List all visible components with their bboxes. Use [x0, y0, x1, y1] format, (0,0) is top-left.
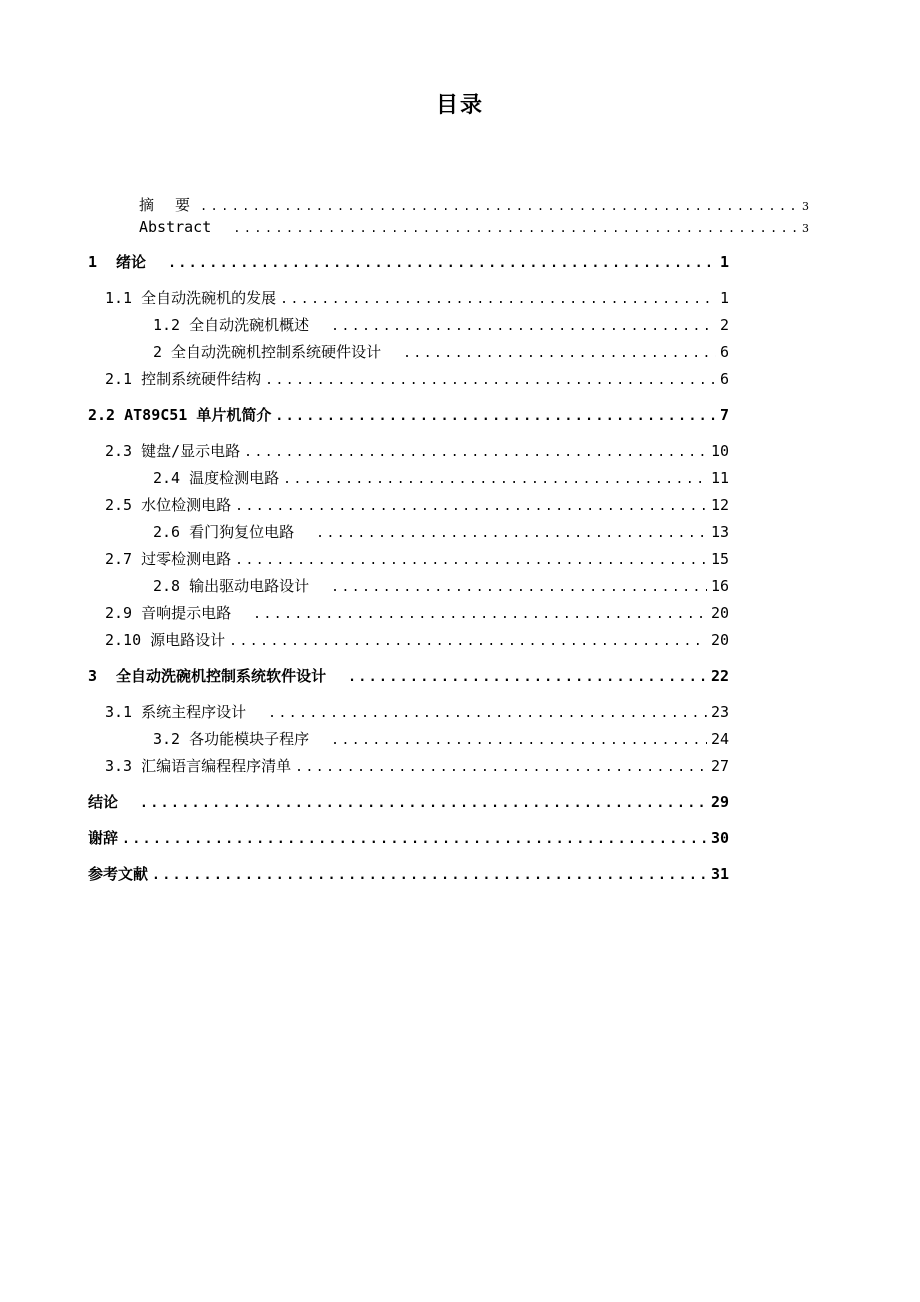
- toc-dot-leader: [265, 373, 716, 388]
- toc-entry-page: 20: [710, 604, 729, 622]
- toc-dot-leader: [122, 832, 707, 847]
- toc-entry-page: 7: [719, 406, 729, 424]
- toc-dot-leader: [280, 292, 716, 307]
- toc-entry-chapter-3[interactable]: [88, 665, 729, 687]
- toc-dot-leader: [152, 868, 707, 883]
- toc-dot-leader: [235, 553, 707, 568]
- toc-entry-chapter-2[interactable]: [153, 341, 729, 363]
- toc-entry-page: 10: [710, 442, 729, 460]
- toc-entry-page: 31: [710, 865, 729, 883]
- toc-entry-3-2[interactable]: [153, 728, 729, 750]
- toc-entry-label: 2.7 过零检测电路: [105, 550, 232, 568]
- toc-dot-leader: [331, 733, 707, 748]
- toc-entry-label: 谢辞: [88, 829, 119, 847]
- toc-dot-leader: [233, 221, 798, 235]
- toc-entry-acknowledgements[interactable]: [88, 827, 729, 849]
- toc-entry-page: 1: [719, 289, 729, 307]
- toc-dot-leader: [275, 409, 716, 424]
- toc-entry-page: 27: [710, 757, 729, 775]
- toc-entry-label: 2.4 温度检测电路: [153, 469, 280, 487]
- toc-entry-label: 3.2 各功能模块子程序: [153, 730, 310, 748]
- toc-entry-label: Abstract: [139, 218, 212, 236]
- toc-entry-2-6[interactable]: [153, 521, 729, 543]
- toc-entry-page: 6: [719, 370, 729, 388]
- toc-dot-leader: [200, 199, 798, 213]
- toc-entry-page: 20: [710, 631, 729, 649]
- toc-entry-label: 3 全自动洗碗机控制系统软件设计: [88, 667, 327, 685]
- toc-entry-page: 24: [710, 730, 729, 748]
- toc-entry-chapter-1[interactable]: [88, 251, 729, 273]
- toc-entry-page: 23: [710, 703, 729, 721]
- toc-entry-label: 2.10 源电路设计: [105, 631, 226, 649]
- toc-entry-1-1[interactable]: [105, 287, 729, 309]
- toc-entry-1-2[interactable]: [153, 314, 729, 336]
- toc-entry-2-3[interactable]: [105, 440, 729, 462]
- toc-dot-leader: [235, 499, 707, 514]
- toc-entry-page: 1: [719, 253, 729, 271]
- toc-dot-leader: [403, 346, 716, 361]
- toc-entry-2-4[interactable]: [153, 467, 729, 489]
- toc-entry-page: 15: [710, 550, 729, 568]
- toc-entry-page: 3: [802, 200, 809, 213]
- toc-dot-leader: [168, 256, 716, 271]
- toc-dot-leader: [348, 670, 707, 685]
- toc-entry-label: 摘 要: [139, 196, 197, 214]
- toc-entry-page: 6: [719, 343, 729, 361]
- toc-entry-label: 3.3 汇编语言编程程序清单: [105, 757, 292, 775]
- toc-entry-label: 2.5 水位检测电路: [105, 496, 232, 514]
- toc-entry-label: 1.1 全自动洗碗机的发展: [105, 289, 277, 307]
- toc-entry-label: 1.2 全自动洗碗机概述: [153, 316, 310, 334]
- toc-entry-label: 参考文献: [88, 865, 149, 883]
- toc-dot-leader: [331, 580, 707, 595]
- toc-dot-leader: [229, 634, 707, 649]
- toc-dot-leader: [140, 796, 707, 811]
- toc-entry-page: 12: [710, 496, 729, 514]
- toc-dot-leader: [331, 319, 716, 334]
- toc-entry-page: 2: [719, 316, 729, 334]
- toc-entry-label: 2.8 输出驱动电路设计: [153, 577, 310, 595]
- toc-entry-page: 3: [802, 222, 809, 235]
- toc-entry-3-3[interactable]: [105, 755, 729, 777]
- toc-entry-page: 16: [710, 577, 729, 595]
- toc-dot-leader: [295, 760, 707, 775]
- toc-entry-conclusion[interactable]: [88, 791, 729, 813]
- toc-entry-label: 2.9 音响提示电路: [105, 604, 232, 622]
- toc-title: 目录: [435, 93, 484, 118]
- toc-entry-label: 1 绪论: [88, 253, 147, 271]
- toc-entry-label: 2 全自动洗碗机控制系统硬件设计: [153, 343, 382, 361]
- toc-entry-2-7[interactable]: [105, 548, 729, 570]
- toc-dot-leader: [268, 706, 707, 721]
- toc-entry-2-10[interactable]: [105, 629, 729, 651]
- toc-entry-references[interactable]: [88, 863, 729, 885]
- toc-entry-abstract-en[interactable]: [139, 218, 809, 240]
- toc-entry-page: 22: [710, 667, 729, 685]
- toc-entry-page: 11: [710, 469, 729, 487]
- toc-entry-3-1[interactable]: [105, 701, 729, 723]
- toc-entry-2-9[interactable]: [105, 602, 729, 624]
- toc-entry-page: 29: [710, 793, 729, 811]
- toc-dot-leader: [244, 445, 707, 460]
- toc-entry-page: 13: [710, 523, 729, 541]
- toc-dot-leader: [283, 472, 707, 487]
- toc-entry-2-8[interactable]: [153, 575, 729, 597]
- toc-dot-leader: [253, 607, 707, 622]
- toc-entry-abstract-cn[interactable]: [139, 194, 809, 216]
- toc-entry-2-1[interactable]: [105, 368, 729, 390]
- toc-entry-label: 2.6 看门狗复位电路: [153, 523, 295, 541]
- toc-dot-leader: [316, 526, 707, 541]
- toc-entry-2-2[interactable]: [88, 404, 729, 426]
- toc-entry-label: 2.3 键盘/显示电路: [105, 442, 241, 460]
- toc-entry-page: 30: [710, 829, 729, 847]
- toc-entry-label: 2.2 AT89C51 单片机简介: [88, 406, 272, 424]
- toc-entry-label: 结论: [88, 793, 119, 811]
- toc-entry-label: 3.1 系统主程序设计: [105, 703, 247, 721]
- toc-entry-label: 2.1 控制系统硬件结构: [105, 370, 262, 388]
- toc-entry-2-5[interactable]: [105, 494, 729, 516]
